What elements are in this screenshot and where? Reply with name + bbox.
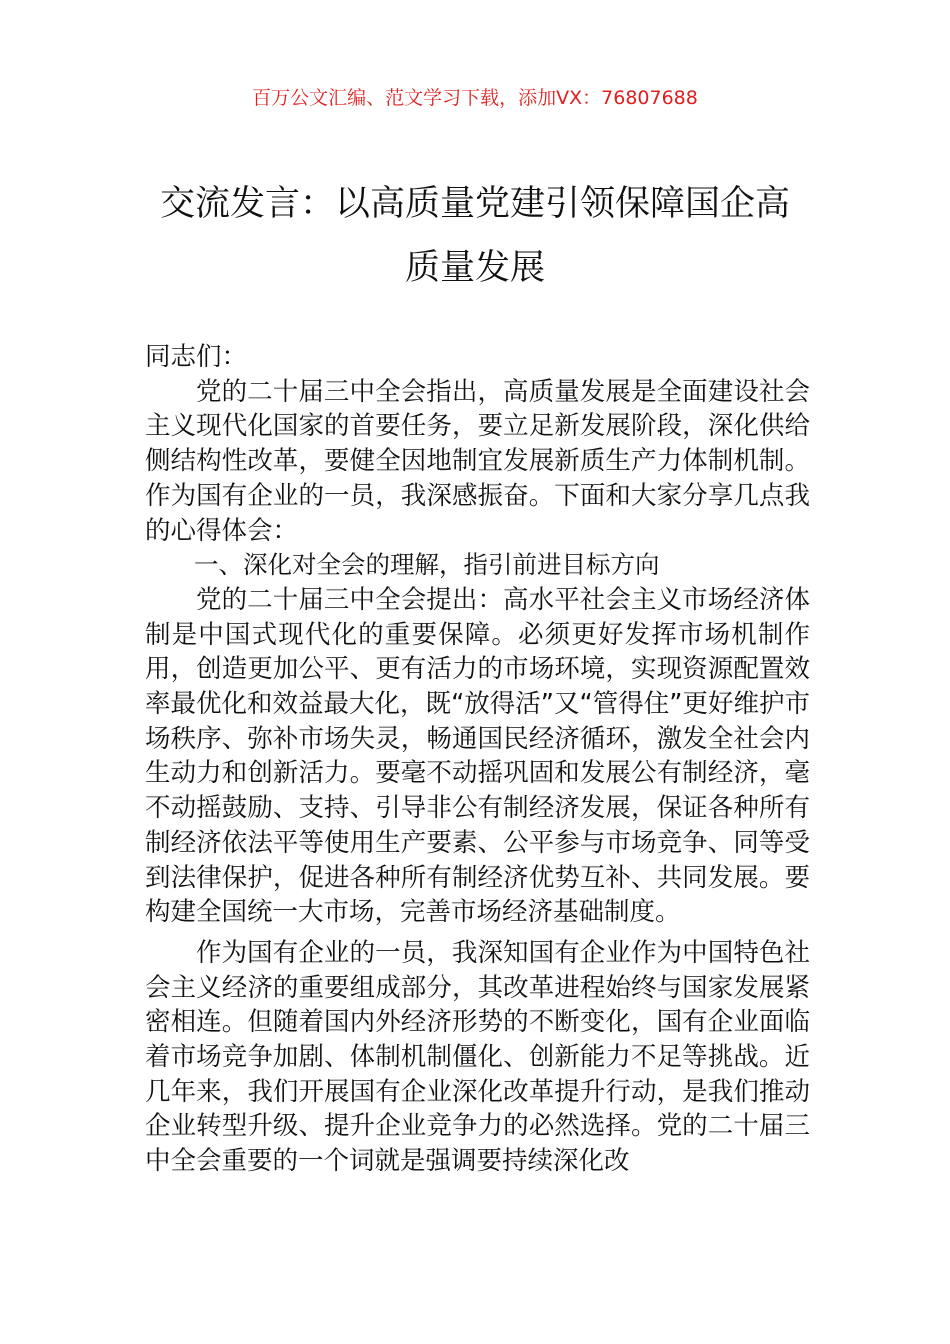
section-heading-1: 一、深化对全会的理解，指引前进目标方向	[194, 550, 660, 580]
title-line-2: 质量发展	[404, 248, 545, 288]
document-body	[145, 340, 810, 1179]
document-title	[130, 172, 820, 300]
promo-header-note: 百万公文汇编、范文学习下载，添加VX：76807688	[252, 87, 698, 109]
title-line-1: 交流发言：以高质量党建引领保障国企高	[159, 184, 790, 224]
salutation: 同志们：	[145, 342, 248, 372]
paragraph-intro: 党的二十届三中全会指出，高质量发展是全面建设社会主义现代化国家的首要任务，要立足新发展阶段，深化供给侧结构性改革，要健全因地制宜发展新质生产力体制机制。作为国有企业的一员，我深感振奋。下面和大家分享几点我的心得体会：	[145, 376, 810, 546]
paragraph-section1-body: 党的二十届三中全会提出：高水平社会主义市场经济体制是中国式现代化的重要保障。必须更好发挥市场机制作用，创造更加公平、更有活力的市场环境，实现资源配置效率最优化和效益最大化，既“放得活”又“管得住”更好维护市场秩序、弥补市场失灵，畅通国民经济循环，激发全社会内生动力和创新活力。要毫不动摇巩固和发展公有制经济，毫不动摇鼓励、支持、引导非公有制经济发展，保证各种所有制经济依法平等使用生产要素、公平参与市场竞争、同等受到法律保护，促进各种所有制经济优势互补、共同发展。要构建全国统一大市场，完善市场经济基础制度。	[145, 584, 810, 928]
paragraph-section1-continued: 作为国有企业的一员，我深知国有企业作为中国特色社会主义经济的重要组成部分，其改革进程始终与国家发展紧密相连。但随着国内外经济形势的不断变化，国有企业面临着市场竞争加剧、体制机制僵化、创新能力不足等挑战。近几年来，我们开展国有企业深化改革提升行动，是我们推动企业转型升级、提升企业竞争力的必然选择。党的二十届三中全会重要的一个词就是强调要持续深化改	[145, 937, 810, 1177]
